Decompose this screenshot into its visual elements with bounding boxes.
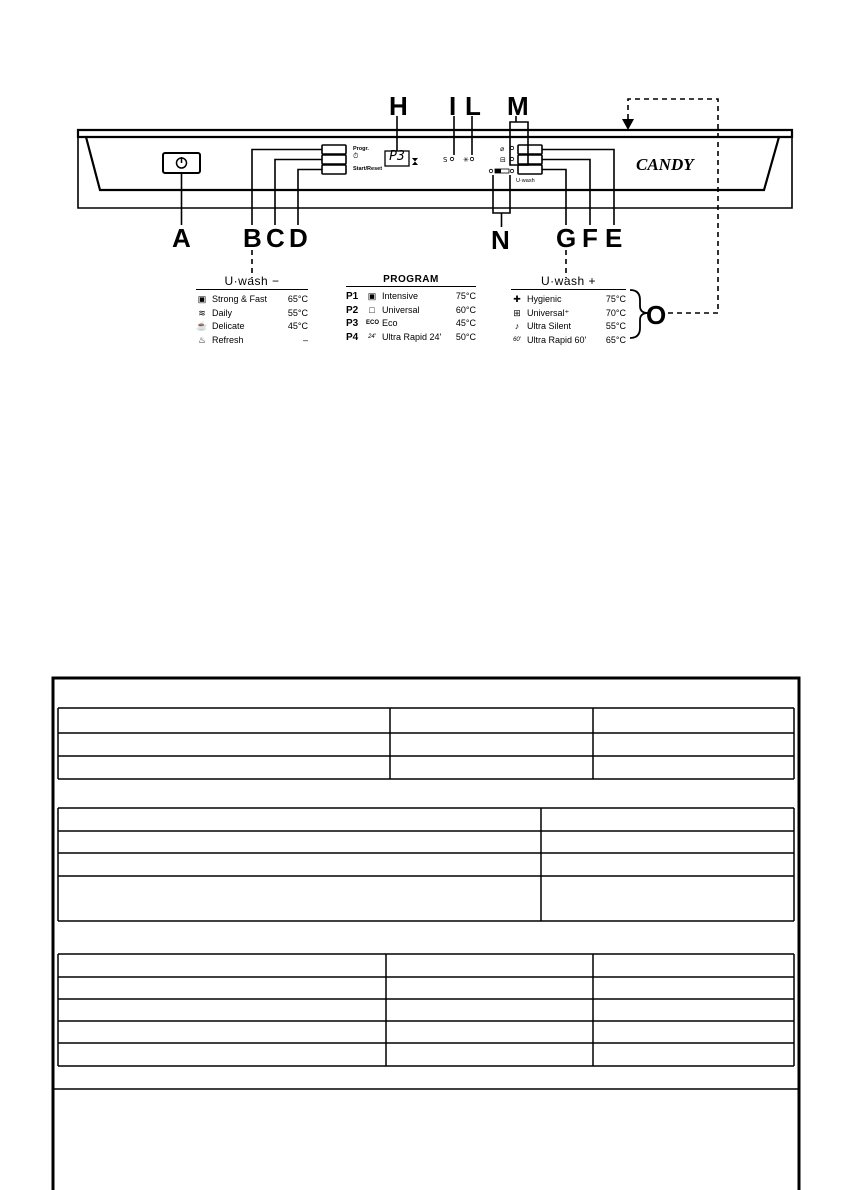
callout-m: M <box>507 91 529 121</box>
ultra-rapid-60-icon: 60' <box>513 336 521 343</box>
list-item: P1 ▣ Intensive 75°C <box>346 291 476 302</box>
start-reset-label: Start/Reset <box>353 166 383 172</box>
display-value: P3 <box>389 149 405 164</box>
callout-e: E <box>605 223 623 253</box>
callout-h: H <box>389 91 408 121</box>
rinse-aid-icon: ✳ <box>463 156 469 164</box>
table-grid <box>53 708 799 1089</box>
salt-icon: S <box>443 156 448 164</box>
list-item: 60' Ultra Rapid 60' 65°C <box>511 334 626 348</box>
uwash-plus-title: U·wash + <box>511 274 626 290</box>
hygienic-icon: ✚ <box>513 294 521 304</box>
ultra-silent-icon: ♪ <box>514 321 520 331</box>
callout-n: N <box>491 225 510 255</box>
list-item: P4 24' Ultra Rapid 24' 50°C <box>346 331 476 343</box>
callout-f: F <box>582 223 598 253</box>
universal-icon: □ <box>369 304 375 315</box>
callout-c: C <box>266 223 285 253</box>
candy-logo: CANDY <box>636 155 694 174</box>
uwash-minus-title: U·wash − <box>196 274 308 290</box>
list-item: ☕ Delicate 45°C <box>196 321 308 331</box>
callout-l: L <box>465 91 481 121</box>
half-load-icon: ⊟ <box>500 156 506 164</box>
list-item: ▣ Strong & Fast 65°C <box>197 294 308 304</box>
list-item: ≋ Daily 55°C <box>196 307 308 321</box>
daily-icon: ≋ <box>198 307 206 318</box>
progr-label: Progr. <box>353 146 369 152</box>
callout-a: A <box>172 223 191 253</box>
delicate-icon: ☕ <box>196 321 208 331</box>
callout-o: O <box>646 300 667 330</box>
list-item: P2 □ Universal 60°C <box>346 304 476 316</box>
intensive-icon: ▣ <box>367 291 377 301</box>
callout-b: B <box>243 223 262 253</box>
callout-d: D <box>289 223 308 253</box>
list-item: ⊞ Universal⁺ 70°C <box>511 307 626 321</box>
refresh-icon: ♨ <box>197 334 207 345</box>
tablet-icon: ⌀ <box>500 145 505 153</box>
list-item: ♨ Refresh – <box>197 334 308 345</box>
uwash-panel-label: U·wash <box>516 178 535 184</box>
strong-fast-icon: ▣ <box>197 294 207 304</box>
list-item: P3 ECO Eco 45°C <box>346 318 476 329</box>
program-title: PROGRAM <box>346 274 476 287</box>
callout-i: I <box>449 91 457 121</box>
ultra-rapid-24-icon: 24' <box>368 333 376 340</box>
eco-icon: ECO <box>366 320 380 326</box>
universal-plus-icon: ⊞ <box>513 307 521 318</box>
table-frame <box>53 678 799 1190</box>
callout-g: G <box>556 223 577 253</box>
list-item: ✚ Hygienic 75°C <box>511 293 626 307</box>
delay-icon-small: ⏱ <box>353 153 359 160</box>
list-item: ♪ Ultra Silent 55°C <box>511 320 626 334</box>
